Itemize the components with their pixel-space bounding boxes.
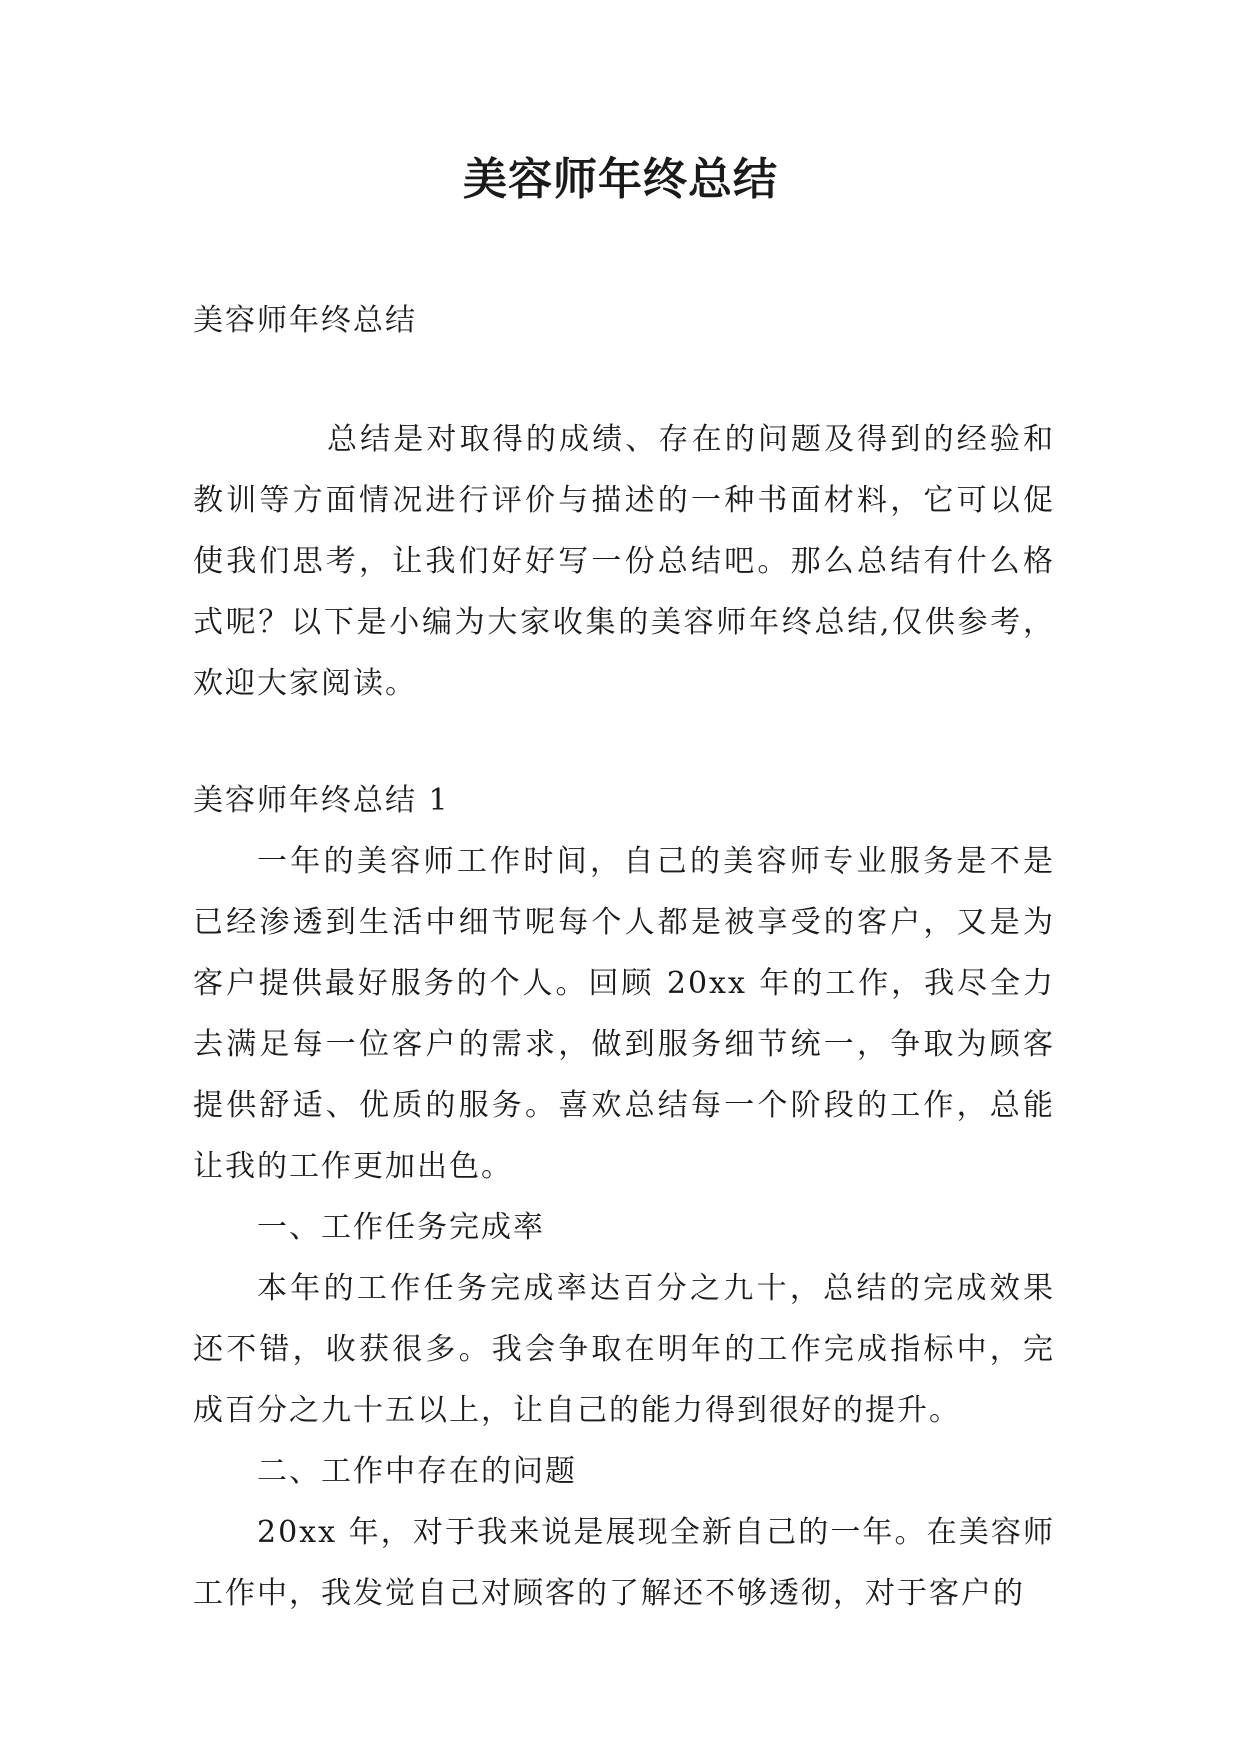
item-paragraph-1: 本年的工作任务完成率达百分之九十，总结的完成效果还不错，收获很多。我会争取在明年的工作完成指标中，完成百分之九十五以上，让自己的能力得到很好的提升。 xyxy=(193,1271,1055,1428)
document-subtitle: 美容师年终总结 xyxy=(193,303,417,338)
item-heading-2: 二、工作中存在的问题 xyxy=(257,1454,577,1489)
intro-paragraph: 总结是对取得的成绩、存在的问题及得到的经验和教训等方面情况进行评价与描述的一种书面材料，它可以促使我们思考，让我们好好写一份总结吧。那么总结有什么格式呢？以下是小编为大家收集的美容师年终总结,仅供参考，欢迎大家阅读。 xyxy=(193,422,1055,701)
body-paragraph: 一年的美容师工作时间，自己的美容师专业服务是不是已经渗透到生活中细节呢每个人都是被享受的客户，又是为客户提供最好服务的个人。回顾 20xx 年的工作，我尽全力去满足每一位客户的需求，做到服务细节统一，争取为顾客提供舒适、优质的服务。喜欢总结每一个阶段的工作，总能让我的工作更加出色。 xyxy=(193,844,1055,1184)
item-heading-1: 一、工作任务完成率 xyxy=(257,1210,545,1245)
document-title: 美容师年终总结 xyxy=(463,154,778,205)
document-body xyxy=(193,290,1055,1624)
item-paragraph-2: 20xx 年，对于我来说是展现全新自己的一年。在美容师工作中，我发觉自己对顾客的了解还不够透彻，对于客户的 xyxy=(193,1515,1055,1611)
section-heading: 美容师年终总结 1 xyxy=(193,783,450,818)
